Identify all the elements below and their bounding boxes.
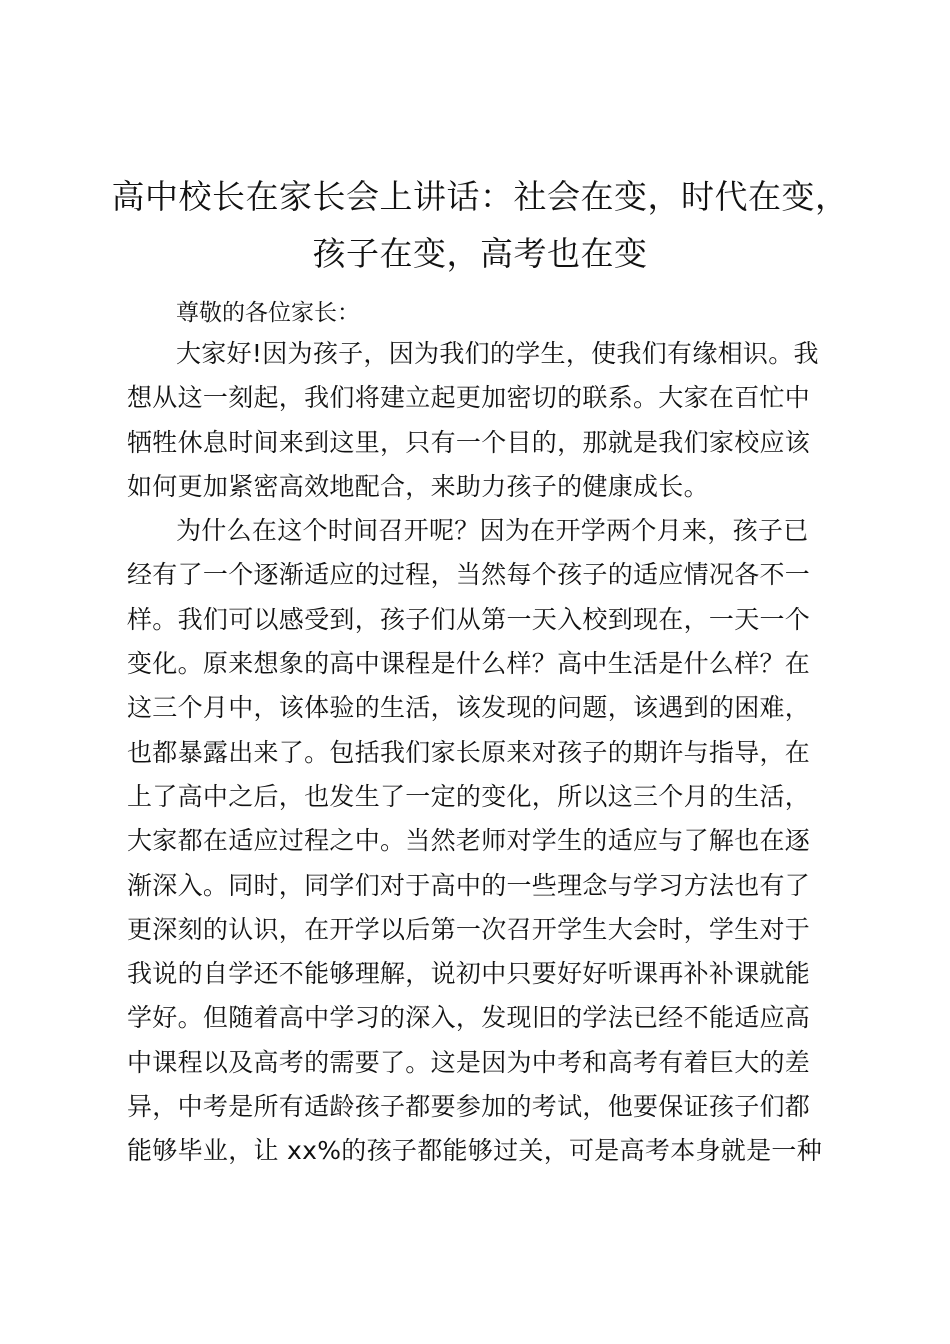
paragraph-line: 经有了一个逐渐适应的过程，当然每个孩子的适应情况各不一 xyxy=(127,560,811,590)
paragraph-line: 更深刻的认识，在开学以后第一次召开学生大会时，学生对于 xyxy=(127,914,811,944)
document-body xyxy=(127,294,827,1174)
paragraph-line: 为什么在这个时间召开呢？因为在开学两个月来，孩子已 xyxy=(176,516,809,546)
paragraph-line: 学好。但随着高中学习的深入，发现旧的学法已经不能适应高 xyxy=(127,1003,811,1033)
paragraph-line: 也都暴露出来了。包括我们家长原来对孩子的期许与指导，在 xyxy=(127,737,811,767)
paragraph-2 xyxy=(127,509,827,1173)
paragraph-line: 牺牲休息时间来到这里，只有一个目的，那就是我们家校应该 xyxy=(127,427,811,457)
paragraph-line: 样。我们可以感受到，孩子们从第一天入校到现在，一天一个 xyxy=(127,604,811,634)
paragraph-line: 能够毕业，让 xx%的孩子都能够过关，可是高考本身就是一种 xyxy=(127,1136,822,1166)
paragraph-line: 大家好!因为孩子，因为我们的学生，使我们有缘相识。我 xyxy=(176,339,819,368)
paragraph-line: 渐深入。同时，同学们对于高中的一些理念与学习方法也有了 xyxy=(127,870,811,900)
document-title: 高中校长在家长会上讲话：社会在变，时代在变，孩子在变，高考也在变 xyxy=(111,177,849,273)
paragraph-line: 我说的自学还不能够理解，说初中只要好好听课再补补课就能 xyxy=(127,959,811,989)
paragraph-line: 这三个月中，该体验的生活，该发现的问题，该遇到的困难， xyxy=(127,693,811,723)
salutation: 尊敬的各位家长： xyxy=(176,300,360,326)
paragraph-line: 如何更加紧密高效地配合，来助力孩子的健康成长。 xyxy=(127,471,709,501)
paragraph-line: 上了高中之后，也发生了一定的变化，所以这三个月的生活， xyxy=(127,781,811,811)
paragraph-line: 中课程以及高考的需要了。这是因为中考和高考有着巨大的差 xyxy=(127,1047,811,1077)
paragraph-line: 异，中考是所有适龄孩子都要参加的考试，他要保证孩子们都 xyxy=(127,1092,811,1122)
paragraph-line: 想从这一刻起，我们将建立起更加密切的联系。大家在百忙中 xyxy=(127,383,811,413)
paragraph-line: 变化。原来想象的高中课程是什么样？高中生活是什么样？在 xyxy=(127,649,811,679)
paragraph-1 xyxy=(127,332,827,509)
paragraph-line: 大家都在适应过程之中。当然老师对学生的适应与了解也在逐 xyxy=(127,826,811,856)
